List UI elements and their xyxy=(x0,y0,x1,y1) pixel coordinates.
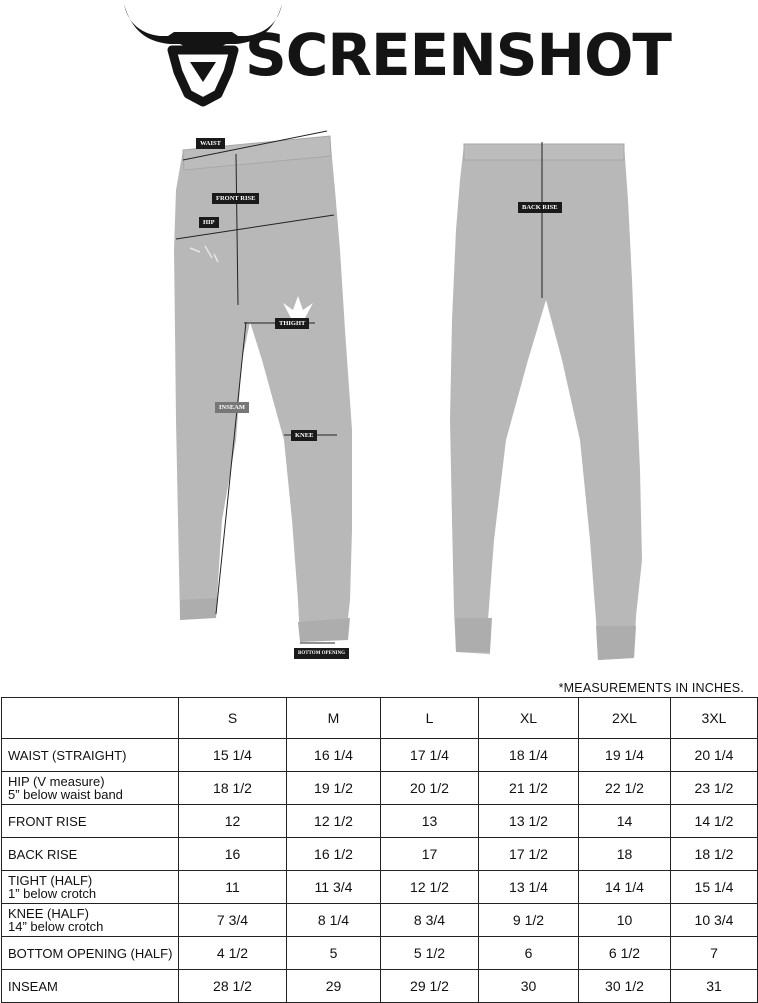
label-inseam: INSEAM xyxy=(215,402,249,413)
label-thight: THIGHT xyxy=(275,318,309,329)
table-cell: 8 1/4 xyxy=(287,904,381,937)
table-cell: 18 xyxy=(579,838,671,871)
table-row xyxy=(2,772,758,805)
table-row xyxy=(2,739,758,772)
table-cell: 14 xyxy=(579,805,671,838)
table-cell: 12 1/2 xyxy=(381,871,479,904)
table-cell: 8 3/4 xyxy=(381,904,479,937)
label-waist: WAIST xyxy=(196,138,225,149)
row-label: TIGHT (HALF) 1” below crotch xyxy=(2,871,179,904)
table-cell: 14 1/2 xyxy=(671,805,758,838)
row-label: INSEAM xyxy=(2,970,179,1003)
brand-wordmark: SCREENSHOT xyxy=(245,21,671,89)
header-cell: 3XL xyxy=(671,698,758,739)
table-cell: 17 1/4 xyxy=(381,739,479,772)
label-back-rise: BACK RISE xyxy=(518,202,562,213)
table-cell: 11 3/4 xyxy=(287,871,381,904)
table-cell: 30 xyxy=(479,970,579,1003)
row-sublabel: 1” below crotch xyxy=(8,886,97,901)
row-sublabel: 14” below crotch xyxy=(8,919,104,934)
table-cell: 28 1/2 xyxy=(179,970,287,1003)
table-cell: 20 1/4 xyxy=(671,739,758,772)
table-cell: 7 xyxy=(671,937,758,970)
table-cell: 18 1/4 xyxy=(479,739,579,772)
table-cell: 18 1/2 xyxy=(671,838,758,871)
table-cell: 10 xyxy=(579,904,671,937)
table-cell: 21 1/2 xyxy=(479,772,579,805)
table-cell: 5 1/2 xyxy=(381,937,479,970)
row-label: FRONT RISE xyxy=(2,805,179,838)
header-cell: S xyxy=(179,698,287,739)
table-cell: 13 xyxy=(381,805,479,838)
table-cell: 17 xyxy=(381,838,479,871)
table-row xyxy=(2,937,758,970)
label-hip: HIP xyxy=(199,217,219,228)
row-label: BACK RISE xyxy=(2,838,179,871)
table-cell: 10 3/4 xyxy=(671,904,758,937)
size-chart-table xyxy=(1,697,758,1003)
front-pants-illustration xyxy=(174,131,352,643)
table-cell: 22 1/2 xyxy=(579,772,671,805)
row-label: HIP (V measure) 5” below waist band xyxy=(2,772,179,805)
row-label: BOTTOM OPENING (HALF) xyxy=(2,937,179,970)
table-cell: 17 1/2 xyxy=(479,838,579,871)
table-cell: 13 1/2 xyxy=(479,805,579,838)
table-cell: 31 xyxy=(671,970,758,1003)
row-sublabel: 5” below waist band xyxy=(8,787,123,802)
measurement-note: *MEASUREMENTS IN INCHES. xyxy=(558,681,744,695)
table-cell: 15 1/4 xyxy=(671,871,758,904)
table-cell: 4 1/2 xyxy=(179,937,287,970)
table-row xyxy=(2,805,758,838)
back-pants-illustration xyxy=(450,142,642,660)
header-cell: 2XL xyxy=(579,698,671,739)
table-cell: 16 xyxy=(179,838,287,871)
table-cell: 16 1/4 xyxy=(287,739,381,772)
table-cell: 6 1/2 xyxy=(579,937,671,970)
table-cell: 15 1/4 xyxy=(179,739,287,772)
table-cell: 11 xyxy=(179,871,287,904)
row-label: KNEE (HALF) 14” below crotch xyxy=(2,904,179,937)
table-cell: 18 1/2 xyxy=(179,772,287,805)
table-row xyxy=(2,838,758,871)
pants-diagram xyxy=(0,110,758,670)
label-bottom-opening: BOTTOM OPENING xyxy=(294,648,349,659)
header-cell: XL xyxy=(479,698,579,739)
table-cell: 7 3/4 xyxy=(179,904,287,937)
table-cell: 29 xyxy=(287,970,381,1003)
table-row xyxy=(2,970,758,1003)
header-cell: L xyxy=(381,698,479,739)
table-cell: 14 1/4 xyxy=(579,871,671,904)
table-cell: 19 1/4 xyxy=(579,739,671,772)
table-cell: 9 1/2 xyxy=(479,904,579,937)
table-cell: 30 1/2 xyxy=(579,970,671,1003)
table-cell: 12 1/2 xyxy=(287,805,381,838)
header-cell xyxy=(2,698,179,739)
table-cell: 13 1/4 xyxy=(479,871,579,904)
table-cell: 29 1/2 xyxy=(381,970,479,1003)
table-cell: 6 xyxy=(479,937,579,970)
table-cell: 20 1/2 xyxy=(381,772,479,805)
table-cell: 23 1/2 xyxy=(671,772,758,805)
table-cell: 19 1/2 xyxy=(287,772,381,805)
header-cell: M xyxy=(287,698,381,739)
table-cell: 12 xyxy=(179,805,287,838)
label-knee: KNEE xyxy=(291,430,317,441)
table-row xyxy=(2,871,758,904)
table-cell: 5 xyxy=(287,937,381,970)
table-cell: 16 1/2 xyxy=(287,838,381,871)
table-header-row xyxy=(2,698,758,739)
row-label: WAIST (STRAIGHT) xyxy=(2,739,179,772)
label-front-rise: FRONT RISE xyxy=(212,193,259,204)
table-row xyxy=(2,904,758,937)
